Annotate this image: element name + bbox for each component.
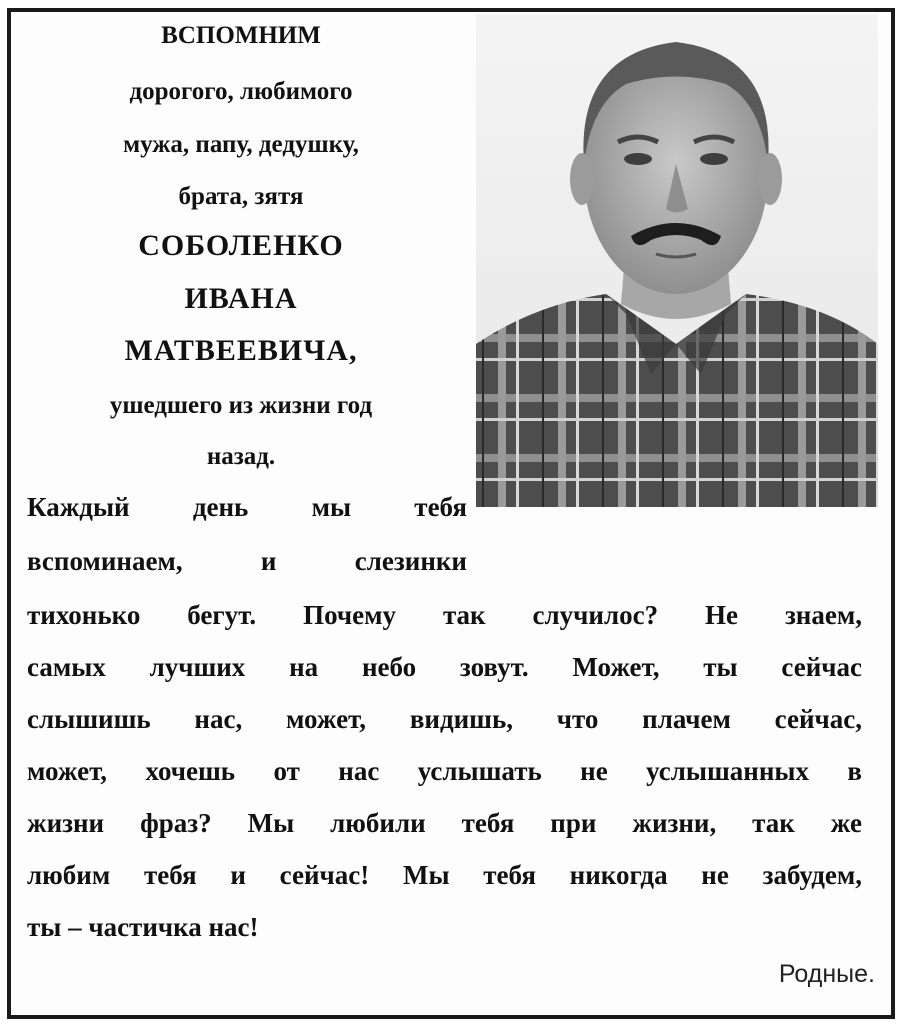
body-line-2: вспоминаем, и слезинки xyxy=(27,546,467,576)
body-line-3: тихонько бегут. Почему так случилос? Не знаем, xyxy=(27,600,862,630)
body-line-1: Каждый день мы тебя xyxy=(27,492,467,522)
subheading-line-3: брата, зятя xyxy=(178,183,304,210)
first-name: ИВАНА xyxy=(184,282,298,315)
body-line-4: самых лучших на небо зовут. Может, ты сейчас xyxy=(27,652,862,682)
subheading-line-1: дорогого, любимого xyxy=(129,78,353,105)
patronymic: МАТВЕЕВИЧА, xyxy=(124,334,358,367)
body-line-6: может, хочешь от нас услышать не услышанных в xyxy=(27,756,862,786)
body-line-9: ты – частичка нас! xyxy=(27,912,259,942)
subheading-line-5: назад. xyxy=(206,443,276,470)
body-line-5: слышишь нас, может, видишь, что плачем сейчас, xyxy=(27,704,862,734)
signature: Родные. xyxy=(778,960,875,988)
heading-remember: ВСПОМНИМ xyxy=(161,22,321,49)
surname: СОБОЛЕНКО xyxy=(138,229,344,262)
portrait-photo xyxy=(476,14,878,507)
body-line-7: жизни фраз? Мы любили тебя при жизни, так же xyxy=(27,808,862,838)
portrait-illustration xyxy=(476,14,878,507)
body-line-8: любим тебя и сейчас! Мы тебя никогда не забудем, xyxy=(27,860,862,890)
subheading-line-2: мужа, папу, дедушку, xyxy=(123,131,359,158)
subheading-line-4: ушедшего из жизни год xyxy=(109,392,373,419)
